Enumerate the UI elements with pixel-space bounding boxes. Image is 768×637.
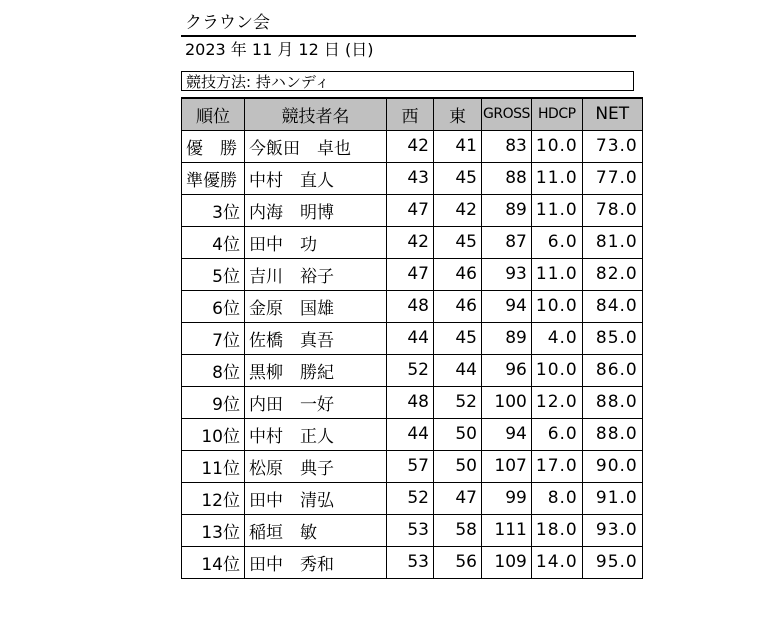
net-score-cell: 95.0 bbox=[582, 546, 642, 578]
name-cell: 稲垣 敏 bbox=[245, 514, 387, 546]
col-header-hdcp: HDCP bbox=[531, 98, 582, 130]
col-header-gross: GROSS bbox=[482, 98, 532, 130]
net-score-cell: 88.0 bbox=[582, 386, 642, 418]
rank-cell: 7位 bbox=[182, 322, 245, 354]
gross-score-cell: 93 bbox=[482, 258, 532, 290]
rank-cell: 14位 bbox=[182, 546, 245, 578]
table-row bbox=[182, 162, 643, 194]
west-score-cell: 44 bbox=[387, 322, 434, 354]
gross-score-cell: 94 bbox=[482, 290, 532, 322]
east-score-cell: 42 bbox=[434, 194, 482, 226]
handicap-cell: 10.0 bbox=[531, 290, 582, 322]
table-row bbox=[182, 130, 643, 162]
rank-cell: 8位 bbox=[182, 354, 245, 386]
west-score-cell: 47 bbox=[387, 258, 434, 290]
name-cell: 黒柳 勝紀 bbox=[245, 354, 387, 386]
gross-score-cell: 89 bbox=[482, 194, 532, 226]
table-row bbox=[182, 258, 643, 290]
event-date: 2023 年 11 月 12 日 (日) bbox=[185, 40, 374, 59]
table-row bbox=[182, 354, 643, 386]
handicap-cell: 11.0 bbox=[531, 258, 582, 290]
col-header-rank: 順位 bbox=[182, 98, 245, 130]
col-header-net: NET bbox=[582, 98, 642, 130]
west-score-cell: 42 bbox=[387, 226, 434, 258]
table-row bbox=[182, 546, 643, 578]
gross-score-cell: 100 bbox=[482, 386, 532, 418]
table-row bbox=[182, 290, 643, 322]
net-score-cell: 85.0 bbox=[582, 322, 642, 354]
handicap-cell: 10.0 bbox=[531, 130, 582, 162]
net-score-cell: 91.0 bbox=[582, 482, 642, 514]
handicap-cell: 4.0 bbox=[531, 322, 582, 354]
table-row bbox=[182, 386, 643, 418]
net-score-cell: 81.0 bbox=[582, 226, 642, 258]
rank-cell: 優 勝 bbox=[182, 130, 245, 162]
col-header-east: 東 bbox=[434, 98, 482, 130]
net-score-cell: 78.0 bbox=[582, 194, 642, 226]
east-score-cell: 46 bbox=[434, 290, 482, 322]
name-cell: 田中 功 bbox=[245, 226, 387, 258]
handicap-cell: 10.0 bbox=[531, 354, 582, 386]
table-row bbox=[182, 194, 643, 226]
name-cell: 田中 秀和 bbox=[245, 546, 387, 578]
west-score-cell: 48 bbox=[387, 386, 434, 418]
name-cell: 内田 一好 bbox=[245, 386, 387, 418]
name-cell: 金原 国雄 bbox=[245, 290, 387, 322]
net-score-cell: 77.0 bbox=[582, 162, 642, 194]
table-row bbox=[182, 450, 643, 482]
name-cell: 佐橋 真吾 bbox=[245, 322, 387, 354]
east-score-cell: 45 bbox=[434, 322, 482, 354]
handicap-cell: 6.0 bbox=[531, 226, 582, 258]
rank-cell: 4位 bbox=[182, 226, 245, 258]
east-score-cell: 56 bbox=[434, 546, 482, 578]
west-score-cell: 48 bbox=[387, 290, 434, 322]
west-score-cell: 52 bbox=[387, 354, 434, 386]
west-score-cell: 52 bbox=[387, 482, 434, 514]
east-score-cell: 46 bbox=[434, 258, 482, 290]
col-header-name: 競技者名 bbox=[245, 98, 387, 130]
gross-score-cell: 99 bbox=[482, 482, 532, 514]
west-score-cell: 42 bbox=[387, 130, 434, 162]
table-row bbox=[182, 482, 643, 514]
rank-cell: 12位 bbox=[182, 482, 245, 514]
gross-score-cell: 111 bbox=[482, 514, 532, 546]
gross-score-cell: 87 bbox=[482, 226, 532, 258]
handicap-cell: 11.0 bbox=[531, 194, 582, 226]
gross-score-cell: 89 bbox=[482, 322, 532, 354]
rank-cell: 6位 bbox=[182, 290, 245, 322]
west-score-cell: 47 bbox=[387, 194, 434, 226]
name-cell: 田中 清弘 bbox=[245, 482, 387, 514]
table-row bbox=[182, 418, 643, 450]
net-score-cell: 90.0 bbox=[582, 450, 642, 482]
gross-score-cell: 94 bbox=[482, 418, 532, 450]
name-cell: 吉川 裕子 bbox=[245, 258, 387, 290]
east-score-cell: 45 bbox=[434, 226, 482, 258]
east-score-cell: 58 bbox=[434, 514, 482, 546]
rank-cell: 13位 bbox=[182, 514, 245, 546]
east-score-cell: 50 bbox=[434, 418, 482, 450]
west-score-cell: 57 bbox=[387, 450, 434, 482]
east-score-cell: 47 bbox=[434, 482, 482, 514]
west-score-cell: 53 bbox=[387, 514, 434, 546]
east-score-cell: 52 bbox=[434, 386, 482, 418]
west-score-cell: 53 bbox=[387, 546, 434, 578]
handicap-cell: 6.0 bbox=[531, 418, 582, 450]
handicap-cell: 18.0 bbox=[531, 514, 582, 546]
results-table bbox=[181, 97, 643, 579]
document-title: クラウン会 bbox=[185, 13, 270, 33]
competition-method: 競技方法: 持ハンディ bbox=[181, 71, 634, 91]
net-score-cell: 73.0 bbox=[582, 130, 642, 162]
handicap-cell: 14.0 bbox=[531, 546, 582, 578]
east-score-cell: 44 bbox=[434, 354, 482, 386]
handicap-cell: 17.0 bbox=[531, 450, 582, 482]
header-row bbox=[182, 98, 643, 130]
rank-cell: 9位 bbox=[182, 386, 245, 418]
gross-score-cell: 83 bbox=[482, 130, 532, 162]
handicap-cell: 8.0 bbox=[531, 482, 582, 514]
name-cell: 中村 直人 bbox=[245, 162, 387, 194]
east-score-cell: 41 bbox=[434, 130, 482, 162]
gross-score-cell: 88 bbox=[482, 162, 532, 194]
west-score-cell: 43 bbox=[387, 162, 434, 194]
net-score-cell: 93.0 bbox=[582, 514, 642, 546]
name-cell: 内海 明博 bbox=[245, 194, 387, 226]
table-row bbox=[182, 322, 643, 354]
gross-score-cell: 107 bbox=[482, 450, 532, 482]
rank-cell: 準優勝 bbox=[182, 162, 245, 194]
rank-cell: 11位 bbox=[182, 450, 245, 482]
rank-cell: 3位 bbox=[182, 194, 245, 226]
table-row bbox=[182, 226, 643, 258]
rank-cell: 5位 bbox=[182, 258, 245, 290]
handicap-cell: 12.0 bbox=[531, 386, 582, 418]
net-score-cell: 86.0 bbox=[582, 354, 642, 386]
col-header-west: 西 bbox=[387, 98, 434, 130]
title-underline bbox=[181, 35, 636, 37]
west-score-cell: 44 bbox=[387, 418, 434, 450]
table-row bbox=[182, 514, 643, 546]
name-cell: 松原 典子 bbox=[245, 450, 387, 482]
gross-score-cell: 109 bbox=[482, 546, 532, 578]
gross-score-cell: 96 bbox=[482, 354, 532, 386]
east-score-cell: 50 bbox=[434, 450, 482, 482]
net-score-cell: 82.0 bbox=[582, 258, 642, 290]
name-cell: 中村 正人 bbox=[245, 418, 387, 450]
east-score-cell: 45 bbox=[434, 162, 482, 194]
handicap-cell: 11.0 bbox=[531, 162, 582, 194]
name-cell: 今飯田 卓也 bbox=[245, 130, 387, 162]
rank-cell: 10位 bbox=[182, 418, 245, 450]
net-score-cell: 88.0 bbox=[582, 418, 642, 450]
net-score-cell: 84.0 bbox=[582, 290, 642, 322]
